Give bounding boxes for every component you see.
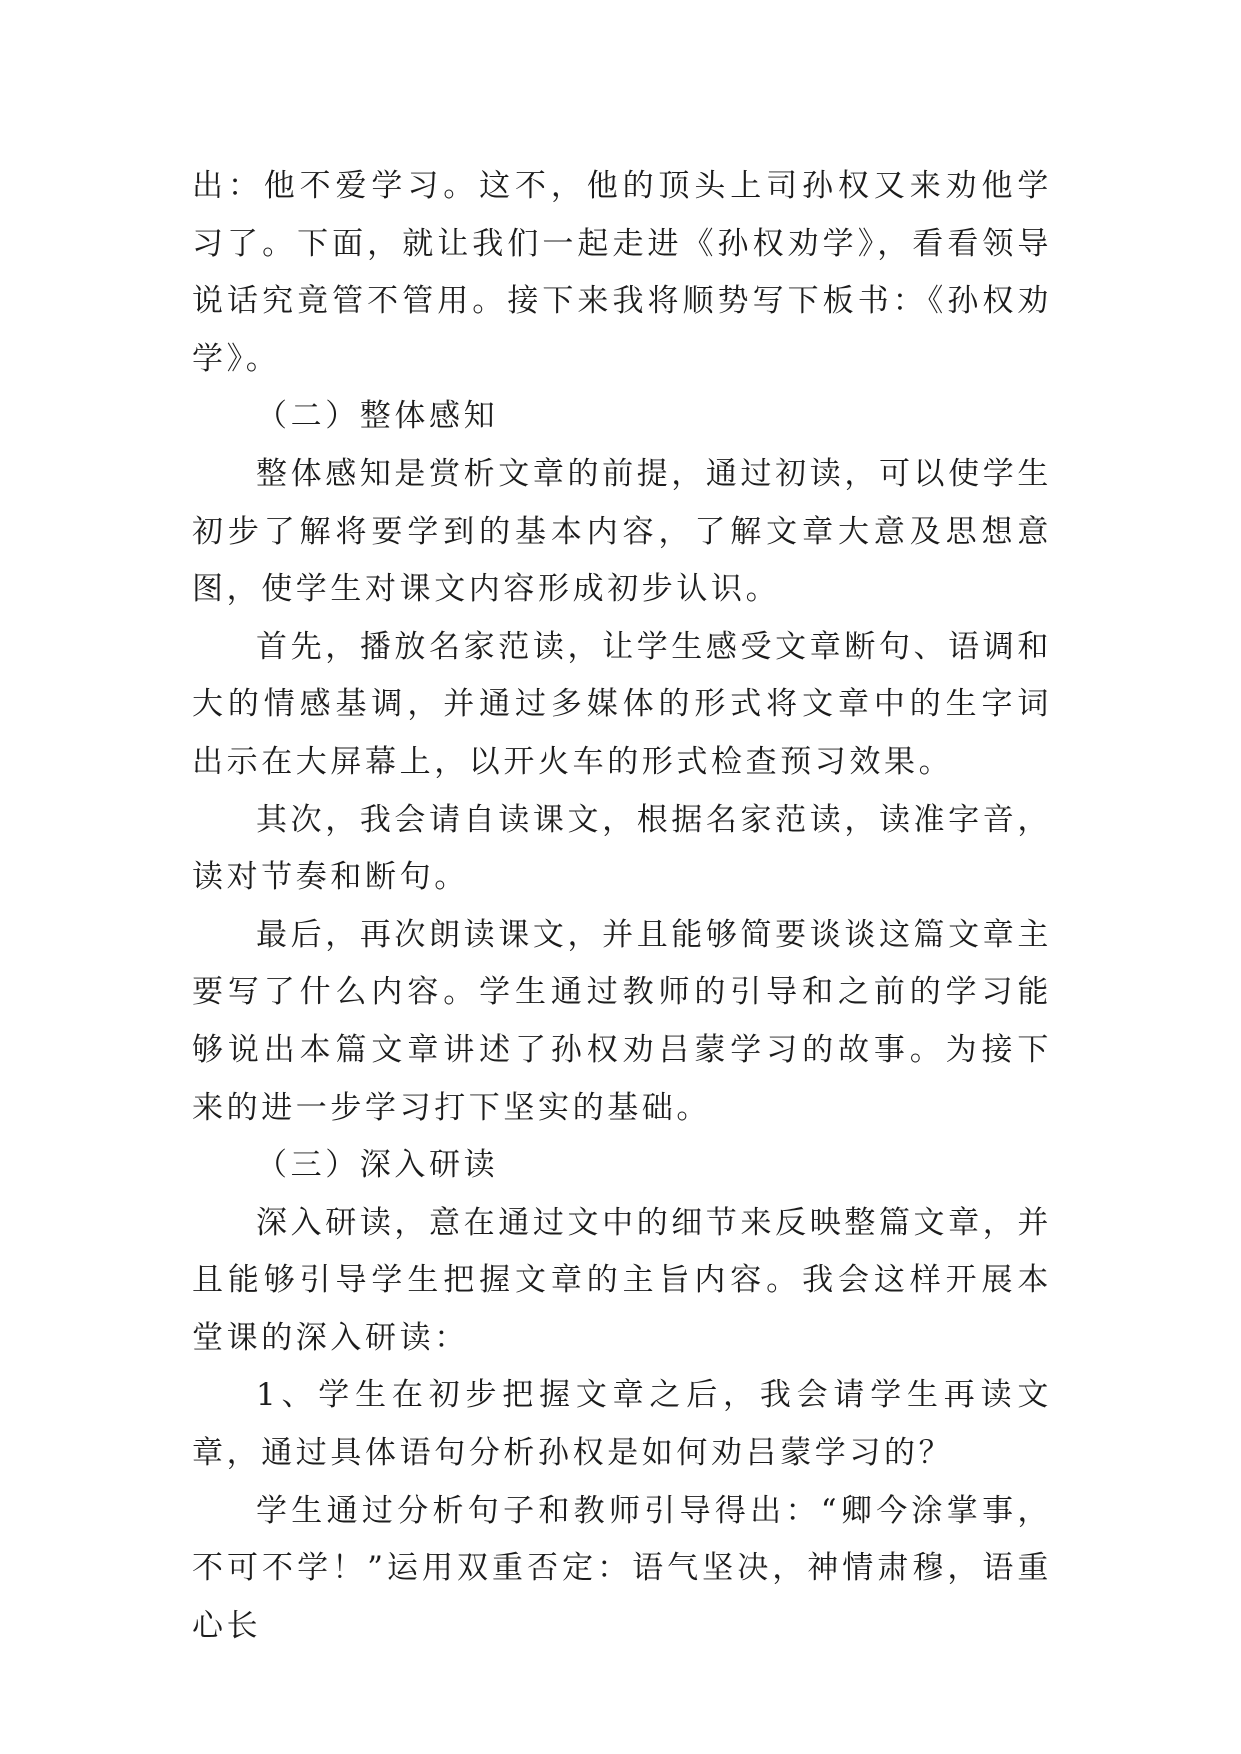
paragraph-final-step: 最后，再次朗读课文，并且能够简要谈谈这篇文章主要写了什么内容。学生通过教师的引导和之前的学习能够说出本篇文章讲述了孙权劝吕蒙学习的故事。为接下来的进一步学习打下坚实的基础。 [192,916,1052,1126]
paragraph-student-analysis: 学生通过分析句子和教师引导得出：“卿今涂掌事，不可不学！”运用双重否定：语气坚决，神情肃穆，语重心长 [192,1492,1052,1644]
document-body [192,158,1052,1655]
paragraph-item-one: 1、学生在初步把握文章之后，我会请学生再读文章，通过具体语句分析孙权是如何劝吕蒙学习的？ [192,1377,1052,1472]
paragraph-in-depth-reading: 深入研读，意在通过文中的细节来反映整篇文章，并且能够引导学生把握文章的主旨内容。我会这样开展本堂课的深入研读： [192,1204,1052,1356]
paragraph-intro-continuation: 出：他不爱学习。这不，他的顶头上司孙权又来劝他学习了。下面，就让我们一起走进《孙权劝学》，看看领导说话究竟管不管用。接下来我将顺势写下板书：《孙权劝学》。 [192,168,1052,377]
paragraph-overall-perception: 整体感知是赏析文章的前提，通过初读，可以使学生初步了解将要学到的基本内容，了解文章大意及思想意图，使学生对课文内容形成初步认识。 [192,455,1052,608]
section-heading-in-depth-reading: （三）深入研读 [256,1147,499,1184]
section-heading-overall-perception: （二）整体感知 [256,398,499,435]
paragraph-second-step: 其次，我会请自读课文，根据名家范读，读准字音，读对节奏和断句。 [192,801,1052,896]
paragraph-first-step: 首先，播放名家范读，让学生感受文章断句、语调和大的情感基调，并通过多媒体的形式将文章中的生字词出示在大屏幕上，以开火车的形式检查预习效果。 [192,628,1052,780]
